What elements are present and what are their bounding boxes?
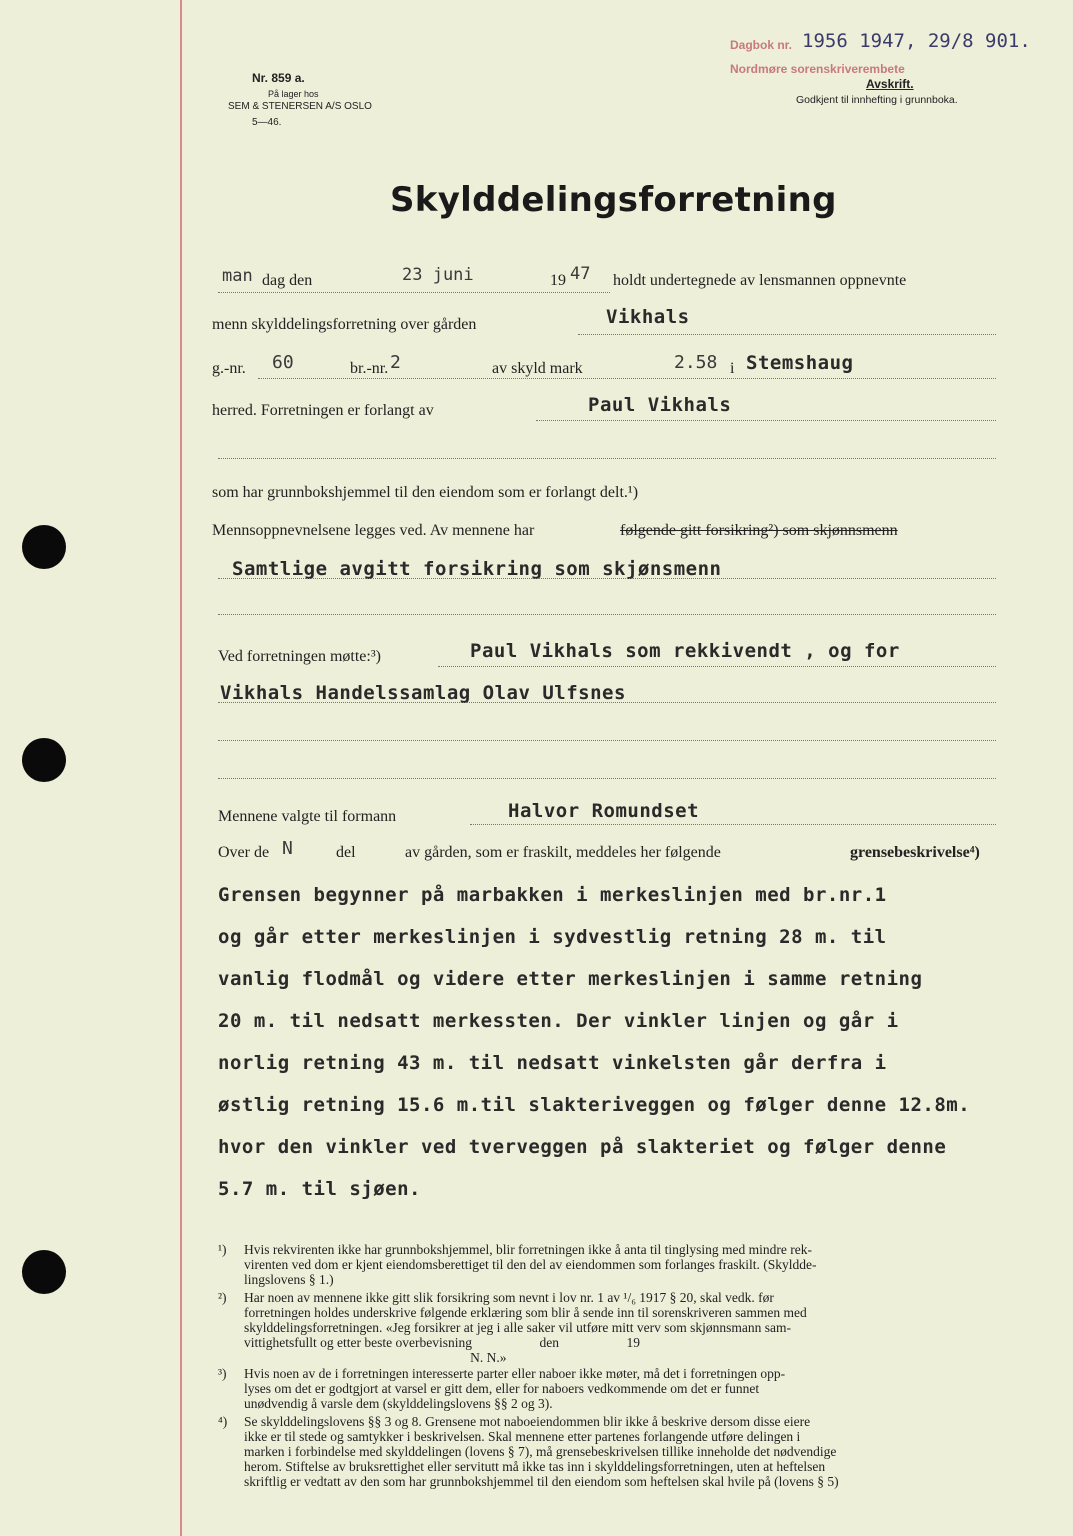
footnote-line: Se skylddelingslovens §§ 3 og 8. Grensene mot naboeiendommen blir ikke å beskrive dersom disse eiere [244,1414,811,1429]
attendees-line2: Vikhals Handelssamlag Olav Ulfsnes [220,682,626,704]
description-line: 20 m. til nedsatt merkessten. Der vinkler linjen og går i [218,1010,899,1032]
date-value: 23 juni [402,265,474,285]
blank-line-4 [218,778,996,779]
insurance-statement: Samtlige avgitt forsikring som skjønsmenn [232,558,722,580]
description-line: og går etter merkeslinjen i sydvestlig retning 28 m. til [218,926,887,948]
punch-hole-top [22,525,66,569]
page-title: Skylddelingsforretning [390,180,837,220]
punch-hole-bottom [22,1250,66,1294]
line11-grensebeskrivelse: grensebeskrivelse⁴) [850,844,980,861]
footnote-line: Har noen av mennene ikke gitt slik forsikring som nevnt i lov nr. 1 av ¹/₆ 1917 § 20, skal vedk. før [244,1290,774,1305]
place-name: Stemshaug [746,352,854,374]
diary-number: 1956 1947, 29/8 901. [802,30,1031,52]
bnr-label: br.-nr. [350,360,389,377]
footnote-line: unødvendig å varsle dem (skylddelingslovens §§ 2 og 3). [244,1396,553,1411]
bnr-value: 2 [390,352,401,373]
footnote-4 [218,1414,1008,1489]
line11-rest: av gården, som er fraskilt, meddeles her følgende [405,844,721,861]
footnote-number: ¹) [218,1242,227,1257]
footnote-line: lingslovens § 1.) [244,1272,334,1287]
line11-hand-n: N [282,838,293,859]
margin-line [180,0,182,1536]
line2-underline [578,334,996,335]
line1-underline [218,292,610,293]
footnote-3 [218,1366,1008,1411]
line10-text: Mennene valgte til formann [218,808,397,825]
line8-underline [438,666,996,667]
farm-name: Vikhals [606,306,690,328]
line10-underline [470,824,996,825]
stock-line: På lager hos [268,89,319,99]
requester-name: Paul Vikhals [588,394,732,416]
approved-note: Godkjent til innhefting i grunnboka. [796,94,958,106]
footnote-line: vittighetsfullt og etter beste overbevisning den 19 [244,1335,640,1350]
footnote-number: ²) [218,1290,227,1305]
stamp-court: Nordmøre sorenskriverembete [730,62,905,76]
footnote-line: N. N.» [244,1350,507,1365]
punch-hole-middle [22,738,66,782]
attendees-line1: Paul Vikhals som rekkivendt , og for [470,640,900,662]
gnr-label: g.-nr. [212,360,246,377]
line2-text: menn skylddelingsforretning over gården [212,316,477,333]
footnote-line: Hvis rekvirenten ikke har grunnbokshjemmel, blir forretningen ikke å anta til tinglysing med mindre rek- [244,1242,812,1257]
print-date: 5—46. [252,117,282,128]
footnote-line: ikke er til stede og samtykker i beskrivelsen. Skal mennene etter partenes forlangende utføre delingen i [244,1429,801,1444]
footnote-line: forretningen holdes underskrive følgende erklæring som blir å sende inn til sorenskriveren sammen med [244,1305,807,1320]
mark-value: 2.58 [674,352,718,373]
footnote-number: ³) [218,1366,227,1381]
stamp-diary-label: Dagbok nr. [730,38,793,52]
blank-line-1 [218,458,996,459]
weekday-value: man [222,266,253,286]
skyld-label: av skyld mark [492,360,583,377]
footnote-number: ⁴) [218,1414,228,1429]
blank-line-2 [218,614,996,615]
line8-text: Ved forretningen møtte:³) [218,648,381,665]
line6-struck-text: følgende gitt forsikring²) som skjønnsmenn [620,522,898,539]
line4-text: herred. Forretningen er forlangt av [212,402,434,419]
line11-del: del [336,844,356,861]
footnote-line: skriftlig er vedtatt av den som har grunnbokshjemmel til den eiendom som heftelsen skal hvile på (lovens § 5) [244,1474,839,1489]
form-number: Nr. 859 a. [252,71,305,85]
footnote-line: marken i forbindelse med skylddelingen (lovens § 7), må grensebeskrivelsen tillike inneholde det nødvendige [244,1444,837,1459]
line7-underline [218,578,996,579]
footnote-2 [218,1290,1008,1365]
year-prefix: 19 [550,272,566,289]
line1-rest: holdt undertegnede av lensmannen oppnevnte [613,272,907,289]
line5-text: som har grunnbokshjemmel til den eiendom som er forlangt delt.¹) [212,484,639,501]
line9-underline [218,702,996,703]
gnr-value: 60 [272,352,294,373]
footnote-line: skylddelingsforretningen. «Jeg forsikrer at jeg i alle saker vil utføre mitt verv som skjønnsmann sam- [244,1320,792,1335]
line11-over: Over de [218,844,270,861]
line6-text: Mennsoppnevnelsene legges ved. Av mennene har [212,522,535,539]
line3-underline [258,378,996,379]
dag-den-label: dag den [262,272,313,289]
footnote-line: herom. Stiftelse av bruksrettighet eller servitutt må ikke tas inn i skylddelingsforretningen, uten at heftelsen [244,1459,826,1474]
i-label: i [730,360,735,377]
copy-label: Avskrift. [866,77,914,91]
printer-name: SEM & STENERSEN A/S OSLO [228,101,372,112]
year-value: 47 [570,264,591,284]
description-line: hvor den vinkler ved tverveggen på slakteriet og følger denne [218,1136,947,1158]
blank-line-3 [218,740,996,741]
footnote-line: Hvis noen av de i forretningen interesserte parter eller naboer ikke møter, må det i forretningen opp- [244,1366,786,1381]
description-line: østlig retning 15.6 m.til slakteriveggen og følger denne 12.8m. [218,1094,971,1116]
description-line: Grensen begynner på marbakken i merkeslinjen med br.nr.1 [218,884,887,906]
description-line: 5.7 m. til sjøen. [218,1178,421,1200]
line4-underline [536,420,996,421]
chairman-name: Halvor Romundset [508,800,700,822]
description-line: norlig retning 43 m. til nedsatt vinkelsten går derfra i [218,1052,887,1074]
footnote-1 [218,1242,1008,1287]
footnote-line: virenten ved dom er kjent eiendomsberettiget til den del av eiendommen som forlanges fraskilt. (Skyldde- [244,1257,817,1272]
description-line: vanlig flodmål og videre etter merkeslinjen i samme retning [218,968,923,990]
footnote-line: lyses om det er godtgjort at varsel er gitt dem, eller for naboers vedkommende om det er funnet [244,1381,760,1396]
